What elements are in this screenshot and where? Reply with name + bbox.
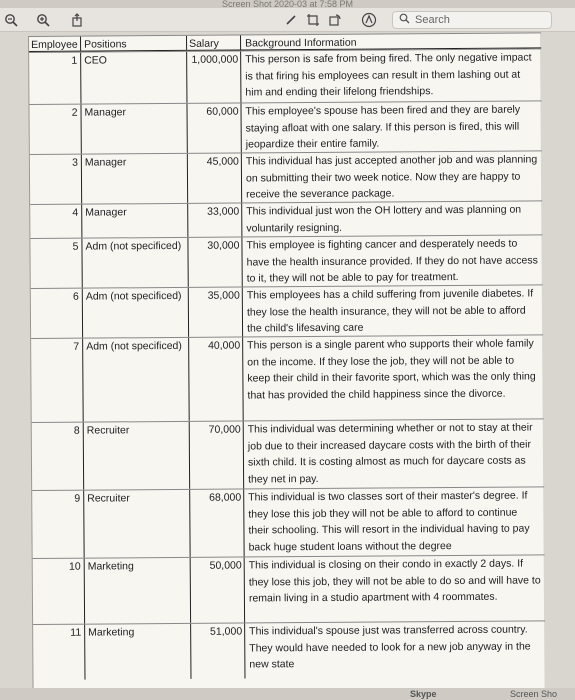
pen-icon[interactable] [282,11,300,29]
row-salary: 70,000 [190,422,244,489]
row-salary: 1,000,000 [187,52,241,103]
window-title: Screen Shot 2020-03 at 7:58 PM [0,0,575,8]
table-row[interactable] [31,284,543,338]
row-salary: 45,000 [188,154,242,203]
row-background: This individual was determining whether or not to stay at their job due to their increased daycare costs with the birth of their sixth child. It is costing almost as much for daycare costs as they net in pay. [247,421,533,485]
row-number: 4 [30,205,82,238]
row-position: Adm (not specificed) [83,288,189,338]
search-placeholder: Search [415,14,450,26]
table-row[interactable] [33,620,545,680]
row-salary: 35,000 [189,288,243,337]
row-position: Adm (not specificed) [83,338,190,422]
dock-label-left: Skype [410,689,437,699]
table-row[interactable] [32,418,544,490]
header-salary: Salary [187,36,241,50]
row-position: CEO [81,52,187,104]
header-background: Background Information [245,36,357,50]
row-background: This individual is two classes sort of their master's degree. If they lose this job they will not be able to afford to continue their schooling. This will resort in the individual having to pay back huge student loans without the degree [248,489,530,553]
row-position: Manager [82,204,188,238]
markup-icon[interactable] [360,11,378,29]
row-number: 10 [33,559,85,624]
row-background: This individual is closing on their condo in exactly 2 days. If they lose this job, they will not be able to do so and will have to remain living in a studio apartment with 4 roommates. [248,557,541,605]
row-background: This person is safe from being fired. The only negative impact is that firing his employees can result in them lashing out at him and ending their lifelong friendships. [245,51,532,99]
table-row[interactable] [30,234,542,288]
table-row[interactable] [30,150,542,204]
dock-label-right: Screen Sho [510,689,558,699]
table-row[interactable] [29,100,541,154]
rotate-icon[interactable] [326,11,344,29]
row-position: Recruiter [84,422,190,490]
row-number: 8 [32,423,84,490]
row-salary: 33,000 [188,204,242,237]
row-background: This individual has just accepted another job and was planning on submitting their two week notice. Now they are happy to receive the severance package. [245,153,538,201]
row-salary: 50,000 [191,558,245,623]
row-salary: 60,000 [187,104,241,153]
row-position: Manager [81,104,187,154]
row-background: This person is a single parent who supports their whole family on the income. If they lose the job, they will not be able to keep their child in their favorite sport, which was the only thing that has provided the child happiness since the divorce. [247,337,536,401]
table-row[interactable] [29,48,541,104]
row-number: 5 [30,239,82,288]
row-background: This employee is fighting cancer and desperately needs to have the health insurance provided. If they do not have access to it, they will not be able to pay for treatment. [246,237,538,285]
table-row[interactable] [32,486,544,558]
row-number: 11 [33,625,85,680]
search-input[interactable] [392,11,552,29]
row-number: 3 [30,155,82,204]
row-number: 2 [29,105,81,154]
spreadsheet-sheet [28,32,545,700]
row-number: 9 [32,491,84,558]
row-salary: 68,000 [190,490,244,557]
row-position: Marketing [85,558,191,624]
table-row[interactable] [31,334,544,422]
row-position: Adm (not specificed) [82,238,188,288]
row-salary: 51,000 [191,623,245,678]
row-number: 7 [31,339,84,422]
row-background: This employees has a child suffering from juvenile diabetes. If they lose the health insurance, they will not be able to afford the child's lifesaving care [246,287,534,335]
row-position: Manager [82,154,188,204]
row-number: 6 [31,289,83,338]
row-salary: 40,000 [189,338,244,421]
row-position: Marketing [85,624,191,680]
row-background: This individual just won the OH lottery and was planning on voluntarily resigning. [246,203,522,234]
toolbar [0,8,575,32]
desktop-strip [0,688,575,700]
magnify-minus-icon[interactable] [2,11,20,29]
magnify-plus-icon[interactable] [34,11,52,29]
row-salary: 30,000 [188,238,242,287]
row-background: This individual's spouse just was transferred across country. They would have needed to look for a new job anyway in the new state [249,623,531,671]
row-background: This employee's spouse has been fired and they are barely staying afloat with one salary. If this person is fired, this will jeopardize their entire family. [245,103,521,151]
row-position: Recruiter [84,490,190,558]
table-row[interactable] [33,554,545,624]
table-row[interactable] [30,200,542,238]
header-employee: Employee [29,37,81,51]
crop-icon[interactable] [304,11,322,29]
header-positions: Positions [81,36,187,51]
row-number: 1 [29,53,81,104]
search-icon [399,13,410,27]
share-icon[interactable] [68,11,86,29]
